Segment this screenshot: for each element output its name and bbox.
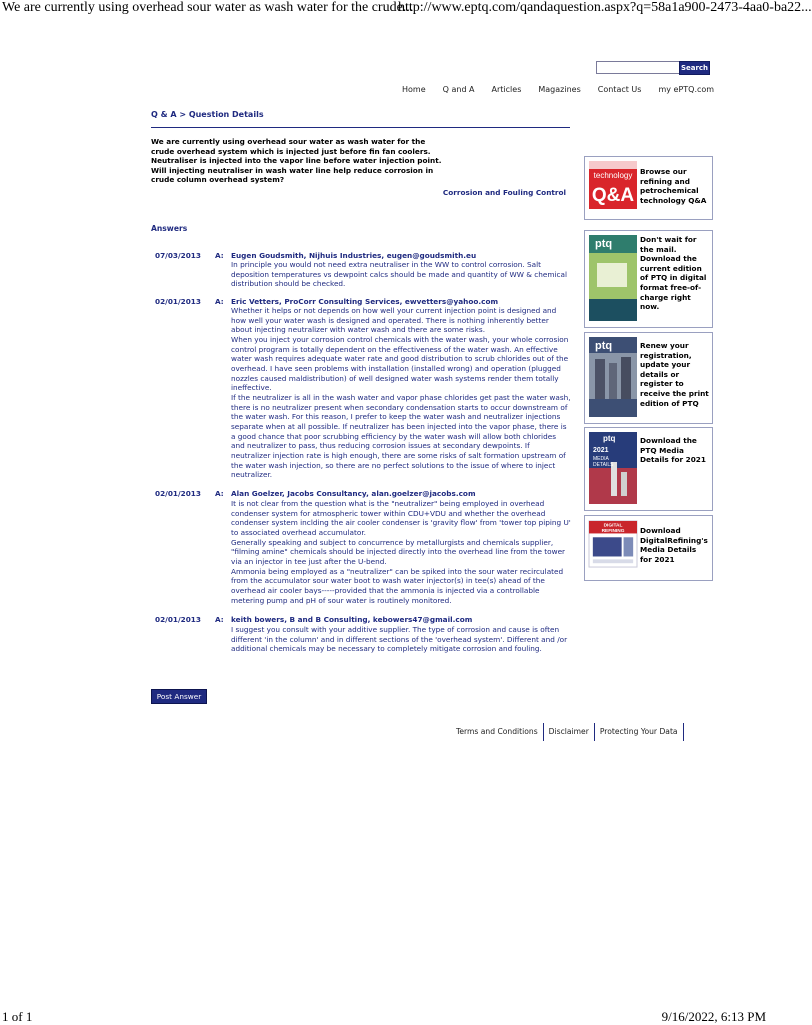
thumb-label: MEDIA — [593, 456, 609, 462]
technology-qa-logo — [589, 161, 637, 209]
nav-my-eptq[interactable]: my ePTQ.com — [658, 85, 715, 94]
print-page-title: We are currently using overhead sour water as wash water for the crude... — [2, 0, 414, 15]
divider — [151, 127, 570, 128]
thumb-label: ptq — [595, 340, 613, 352]
footer-links — [451, 723, 684, 741]
question-text: We are currently using overhead sour water as wash water for the crude overhead system which is injected just before fin fan coolers. Neutraliser is injected into the vapor line before water injection point. Will injecting neutraliser in wash water line help reduce corrosion in crude column overhead system? — [151, 137, 442, 185]
thumb-label: REFINING — [601, 529, 625, 534]
nav-home[interactable]: Home — [402, 85, 426, 94]
answer-body — [231, 499, 571, 605]
sidebar-box-text: Browse our refining and petrochemical technology Q&A — [640, 167, 707, 205]
print-datetime: 9/16/2022, 6:13 PM — [661, 1009, 766, 1024]
answer-header — [155, 251, 476, 260]
nav-articles[interactable]: Articles — [491, 85, 522, 94]
sidebar-box-digital-edition[interactable] — [584, 230, 713, 328]
ptq-cover-image — [589, 337, 637, 417]
search-button[interactable]: Search — [679, 61, 710, 75]
answer-marker: A: — [215, 251, 224, 260]
answer-date: 02/01/2013 — [155, 297, 201, 306]
answer-date: 07/03/2013 — [155, 251, 201, 260]
answer-paragraph: Ammonia being employed as a "neutralizer" can be spiked into the sour water recirculated from the accumulator sour water boot to wash water injector(s) in tee(s) ahead of the overhead air cooler bays-----provided that the ammonia is injected via a controllable metering pump and pH of sour water is routinely monitored. — [231, 566, 564, 605]
thumb-label: technology — [593, 171, 633, 180]
search-input[interactable] — [596, 61, 680, 74]
answer-header — [155, 615, 472, 624]
thumb-label: Q&A — [591, 185, 635, 206]
nav-contact-us[interactable]: Contact Us — [597, 85, 642, 94]
answer-date: 02/01/2013 — [155, 489, 201, 498]
footer-terms-link[interactable]: Terms and Conditions — [451, 723, 544, 741]
ptq-media-pack-image — [589, 432, 637, 504]
answer-marker: A: — [215, 489, 224, 498]
answer-body — [231, 625, 571, 654]
answer-author: Alan Goelzer, Jacobs Consultancy, alan.goelzer@jacobs.com — [231, 489, 476, 498]
post-answer-button[interactable]: Post Answer — [151, 689, 207, 704]
print-page-number: 1 of 1 — [2, 1009, 33, 1024]
thumb-label: 2021 — [593, 447, 609, 454]
answer-paragraph: When you inject your corrosion control chemicals with the water wash, your whole corrosion control program is totally dependent on the effectiveness of the water wash. An effective water wash requires adequate water rate and good distribution to scrub chlorides out of the overhead. I have seen problems with installation (installed wrong) and operation (plugged nozzles caused maldistribution) of well designed water wash systems render them totally ineffective. — [231, 334, 569, 393]
question-category-link[interactable]: Corrosion and Fouling Control — [442, 188, 566, 197]
answer-marker: A: — [215, 297, 224, 306]
sidebar-box-qa[interactable] — [584, 156, 713, 220]
top-nav — [402, 85, 731, 94]
digitalrefining-media-image — [589, 520, 637, 568]
sidebar-box-text: Renew your registration, update your details or register to receive the print edition of PTQ — [640, 341, 709, 408]
answers-heading: Answers — [151, 224, 188, 233]
answer-paragraph: If the neutralizer is all in the wash water and vapor phase chlorides get past the water wash, there is no neutralizer present when secondary condensation starts to occur downstream of the water wash. For this reason, I prefer to keep the water wash and neutralizer injections separate when at all possible. If neutralizer has been injected into the vapor phase, there is a good chance that poor scrubbing efficiency by the water wash will allow both chlorides and neutralizer to pass, thus reducing corrosion issues at secondary dewpoints. If neutralizer injection rate is high enough, there are some risks of salt formation upstream of the water wash injection, so there are no perfect solutions to the issue of where to inject neutralizer. — [231, 392, 571, 480]
answer-date: 02/01/2013 — [155, 615, 201, 624]
sidebar-box-text: Download the PTQ Media Details for 2021 — [640, 436, 706, 465]
sidebar-box-media-details[interactable] — [584, 427, 713, 511]
sidebar-box-text: Don't wait for the mail. Download the current edition of PTQ in digital format free-of-charge right now. — [640, 235, 707, 312]
nav-magazines[interactable]: Magazines — [538, 85, 581, 94]
thumb-label: DETAILS — [593, 462, 614, 468]
print-page-url: http://www.eptq.com/qandaquestion.aspx?q=58a1a900-2473-4aa0-ba22... — [398, 0, 812, 15]
answer-paragraph: In principle you would not need extra neutraliser in the WW to control corrosion. Salt deposition temperatures vs dewpoint calcs should be made and quantity of WW & chemical distribution should be checked. — [231, 260, 568, 289]
sidebar-box-digitalrefining[interactable] — [584, 515, 713, 581]
nav-q-and-a[interactable]: Q and A — [442, 85, 475, 94]
answer-paragraph: Whether it helps or not depends on how well your current injection point is designed and how well your water wash is designed and operated. There is nothing inherently better about injecting neutralizer with water wash and there are some risks. — [231, 306, 557, 335]
answer-header — [155, 297, 498, 306]
sidebar-box-register[interactable] — [584, 332, 713, 424]
answer-paragraph: It is not clear from the question what is the "neutralizer" being employed in overhead condenser system for atmospheric tower within CDU+VDU and whether the overhead condenser system inclding the air cooler condenser is 'gravity flow' from 'tower top piping U' to associated overhead accumulator. — [231, 499, 571, 537]
answer-body — [231, 260, 571, 289]
footer-disclaimer-link[interactable]: Disclaimer — [544, 723, 595, 741]
answer-author: Eric Vetters, ProCorr Consulting Services, ewvetters@yahoo.com — [231, 297, 499, 306]
footer-privacy-link[interactable]: Protecting Your Data — [595, 723, 684, 741]
thumb-label: ptq — [595, 238, 613, 250]
ptq-cover-image — [589, 235, 637, 321]
sidebar-box-text: Download DigitalRefining's Media Details for 2021 — [640, 526, 708, 564]
answer-header — [155, 489, 476, 498]
answer-marker: A: — [215, 615, 224, 624]
answer-paragraph: Generally speaking and subject to concurrence by metallurgists and chemicals supplier, "filming amine" chemicals should be injected directly into the overhead line from the tower via an injector in tee just after the U-bend. — [231, 537, 566, 566]
answer-paragraph: I suggest you consult with your additive supplier. The type of corrosion and cause is often different 'in the column' and in different sections of the 'overhead system'. Different and /or additional chemicals may be necessary to completely mitigate corrosion and fouling. — [231, 625, 568, 654]
answer-body — [231, 306, 571, 480]
thumb-label: ptq — [603, 434, 616, 443]
answer-author: keith bowers, B and B Consulting, kebowers47@gmail.com — [231, 615, 473, 624]
answer-author: Eugen Goudsmith, Nijhuis Industries, eugen@goudsmith.eu — [231, 251, 477, 260]
breadcrumb[interactable]: Q & A > Question Details — [151, 110, 264, 119]
thumb-label: DIGITAL — [603, 523, 623, 529]
